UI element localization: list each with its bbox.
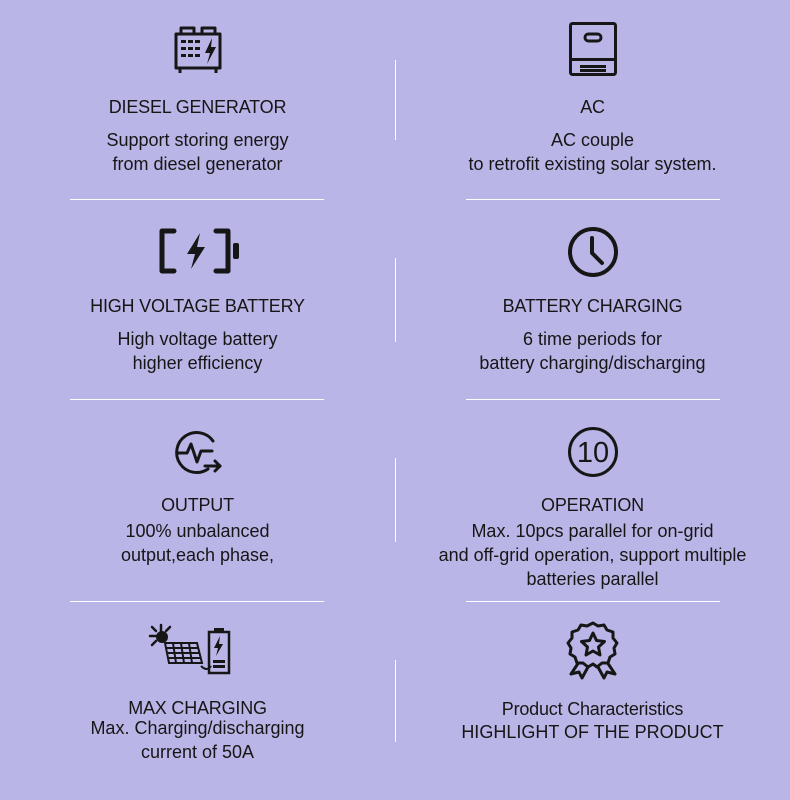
horizontal-divider bbox=[466, 601, 720, 602]
feature-description: Max. 10pcs parallel for on-grid and off-grid operation, support multiple batteries parallel bbox=[438, 521, 747, 589]
horizontal-divider bbox=[70, 601, 324, 602]
feature-title: BATTERY CHARGING bbox=[502, 296, 683, 316]
feature-description: Max. Charging/discharging current of 50A bbox=[90, 718, 305, 762]
horizontal-divider bbox=[466, 199, 720, 200]
award-badge-icon bbox=[564, 620, 622, 680]
feature-description: HIGHLIGHT OF THE PRODUCT bbox=[461, 722, 724, 742]
feature-title: MAX CHARGING bbox=[128, 698, 267, 718]
feature-title: Product Characteristics bbox=[501, 699, 684, 719]
solar-panel-battery-icon bbox=[147, 622, 233, 676]
feature-title: DIESEL GENERATOR bbox=[108, 97, 287, 117]
ten-circle-number: 10 bbox=[576, 437, 610, 469]
clock-icon bbox=[566, 225, 620, 279]
feature-description: 100% unbalanced output,each phase, bbox=[120, 521, 275, 565]
output-pulse-icon bbox=[172, 429, 224, 477]
feature-title: HIGH VOLTAGE BATTERY bbox=[90, 296, 305, 316]
feature-description: AC couple to retrofit existing solar system. bbox=[468, 130, 717, 174]
ac-unit-icon bbox=[568, 21, 618, 77]
feature-title: OPERATION bbox=[541, 495, 644, 515]
feature-title: OUTPUT bbox=[161, 495, 234, 515]
feature-description: High voltage battery higher efficiency bbox=[117, 329, 278, 373]
battery-charging-icon bbox=[158, 227, 240, 275]
feature-description: 6 time periods for battery charging/discharging bbox=[479, 329, 706, 373]
horizontal-divider bbox=[70, 399, 324, 400]
diesel-generator-icon bbox=[172, 22, 224, 76]
horizontal-divider bbox=[70, 199, 324, 200]
ten-circle-icon bbox=[566, 425, 620, 479]
feature-title: AC bbox=[580, 97, 605, 117]
feature-description: Support storing energy from diesel generator bbox=[106, 130, 289, 174]
horizontal-divider bbox=[466, 399, 720, 400]
